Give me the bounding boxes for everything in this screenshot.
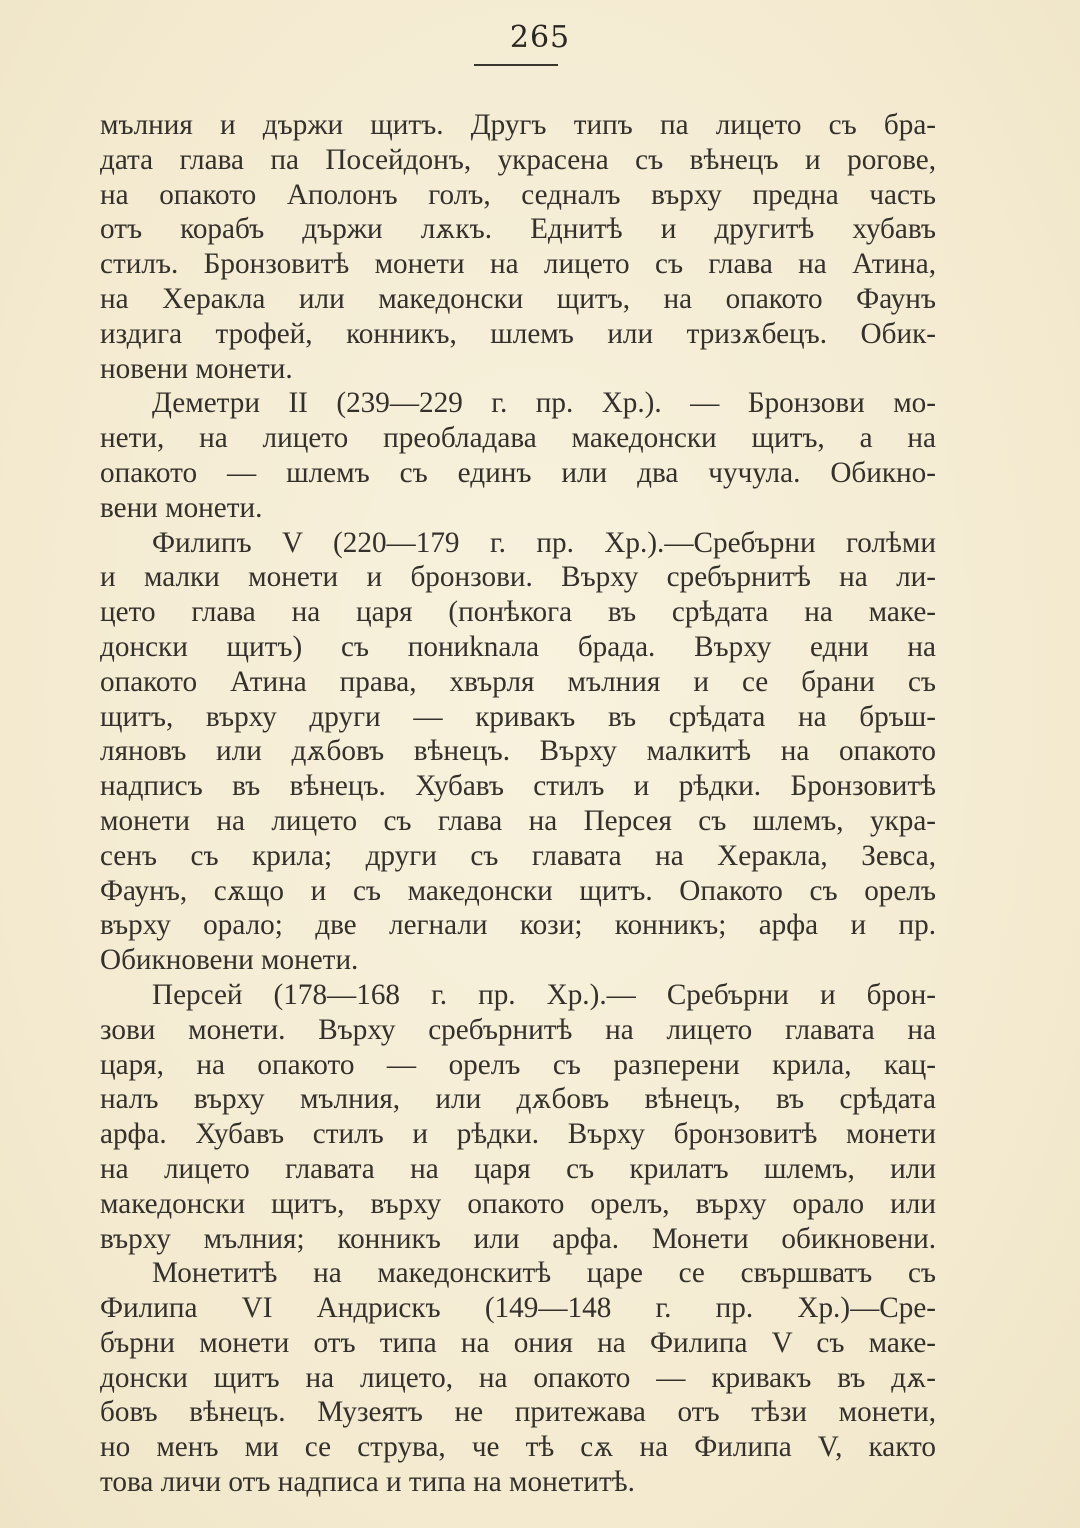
text-line: царя, на опакото — орелъ съ разперени крила, кац-	[100, 1048, 936, 1081]
text-line: Деметри II (239—229 г. пр. Хр.). — Бронзови мо-	[152, 387, 936, 420]
text-line: но менъ ми се струва, че тѣ сѫ на Филипа V, както	[100, 1431, 936, 1464]
text-line: на Херакла или македонски щитъ, на опакото Фаунъ	[100, 282, 936, 315]
text-line: бовъ вѣнецъ. Музеятъ не притежава отъ тѣзи монети,	[100, 1396, 936, 1429]
text-line: македонски щитъ, върху опакото орелъ, върху орало или	[100, 1187, 936, 1220]
text-line: нети, на лицето преобладава македонски щитъ, а на	[100, 422, 936, 455]
text-line: Филипа VI Андрискъ (149—148 г. пр. Хр.)—Сре-	[100, 1292, 936, 1325]
text-line: дата глава па Посейдонъ, украсена съ вѣнецъ и рогове,	[100, 143, 936, 176]
text-line: това личи отъ надписа и типа на монетитѣ.	[100, 1466, 635, 1499]
text-line: стилъ. Бронзовитѣ монети на лицето съ глава на Атина,	[100, 248, 936, 281]
text-line: на лицето главата на царя съ крилатъ шлемъ, или	[100, 1152, 936, 1185]
text-line: издига трофей, конникъ, шлемъ или тризѫбецъ. Обик-	[100, 317, 936, 350]
text-line: бърни монети отъ типа на ония на Филипа V съ маке-	[100, 1326, 936, 1359]
text-line: опакото — шлемъ съ единъ или два чучула. Обикно-	[100, 456, 936, 489]
text-line: донски щитъ) съ пониknала брада. Върху едни на	[100, 630, 936, 663]
text-line: вени монети.	[100, 491, 263, 524]
text-line: отъ корабъ държи лѫкъ. Еднитѣ и другитѣ хубавъ	[100, 213, 936, 246]
text-line: на опакото Аполонъ голъ, седналъ върху предна часть	[100, 178, 936, 211]
text-line: опакото Атина права, хвърля мълния и се брани съ	[100, 665, 936, 698]
text-line: Филипъ V (220—179 г. пр. Хр.).—Сребърни голѣми	[152, 526, 936, 559]
page-number-rule	[474, 64, 558, 66]
text-line: зови монети. Върху сребърнитѣ на лицето главата на	[100, 1013, 936, 1046]
page-number: 265	[509, 20, 571, 55]
text-line: Фаунъ, сѫщо и съ македонски щитъ. Опакото съ орелъ	[100, 874, 936, 907]
text-line: мълния и държи щитъ. Другъ типъ па лицето съ бра-	[100, 109, 936, 141]
text-line: сенъ съ крила; други съ главата на Херакла, Зевса,	[100, 839, 936, 872]
text-line: Обикновени монети.	[100, 944, 359, 977]
body-text	[100, 108, 936, 1500]
text-line: надписъ въ вѣнецъ. Хубавъ стилъ и рѣдки. Бронзовитѣ	[100, 770, 936, 803]
text-line: цето глава на царя (понѣкога въ срѣдата на маке-	[100, 596, 936, 629]
text-line: арфа. Хубавъ стилъ и рѣдки. Върху бронзовитѣ монети	[100, 1118, 936, 1151]
text-line: върху орало; две легнали кози; конникъ; арфа и пр.	[100, 909, 936, 942]
text-line: върху мълния; конникъ или арфа. Монети обикновени.	[100, 1222, 936, 1255]
text-line: налъ върху мълния, или дѫбовъ вѣнецъ, въ срѣдата	[100, 1083, 936, 1116]
text-line: щитъ, върху други — кривакъ въ срѣдата на бръш-	[100, 700, 936, 733]
text-line: Монетитѣ на македонскитѣ царе се свършватъ съ	[152, 1257, 936, 1290]
text-line: и малки монети и бронзови. Върху сребърнитѣ на ли-	[100, 561, 936, 594]
text-line: ляновъ или дѫбовъ вѣнецъ. Върху малкитѣ на опакото	[100, 735, 936, 768]
text-line: монети на лицето съ глава на Персея съ шлемъ, укра-	[100, 804, 936, 837]
text-line: новени монети.	[100, 352, 293, 385]
text-line: донски щитъ на лицето, на опакото — кривакъ въ дѫ-	[100, 1361, 936, 1394]
text-line: Персей (178—168 г. пр. Хр.).— Сребърни и брон-	[152, 978, 936, 1011]
